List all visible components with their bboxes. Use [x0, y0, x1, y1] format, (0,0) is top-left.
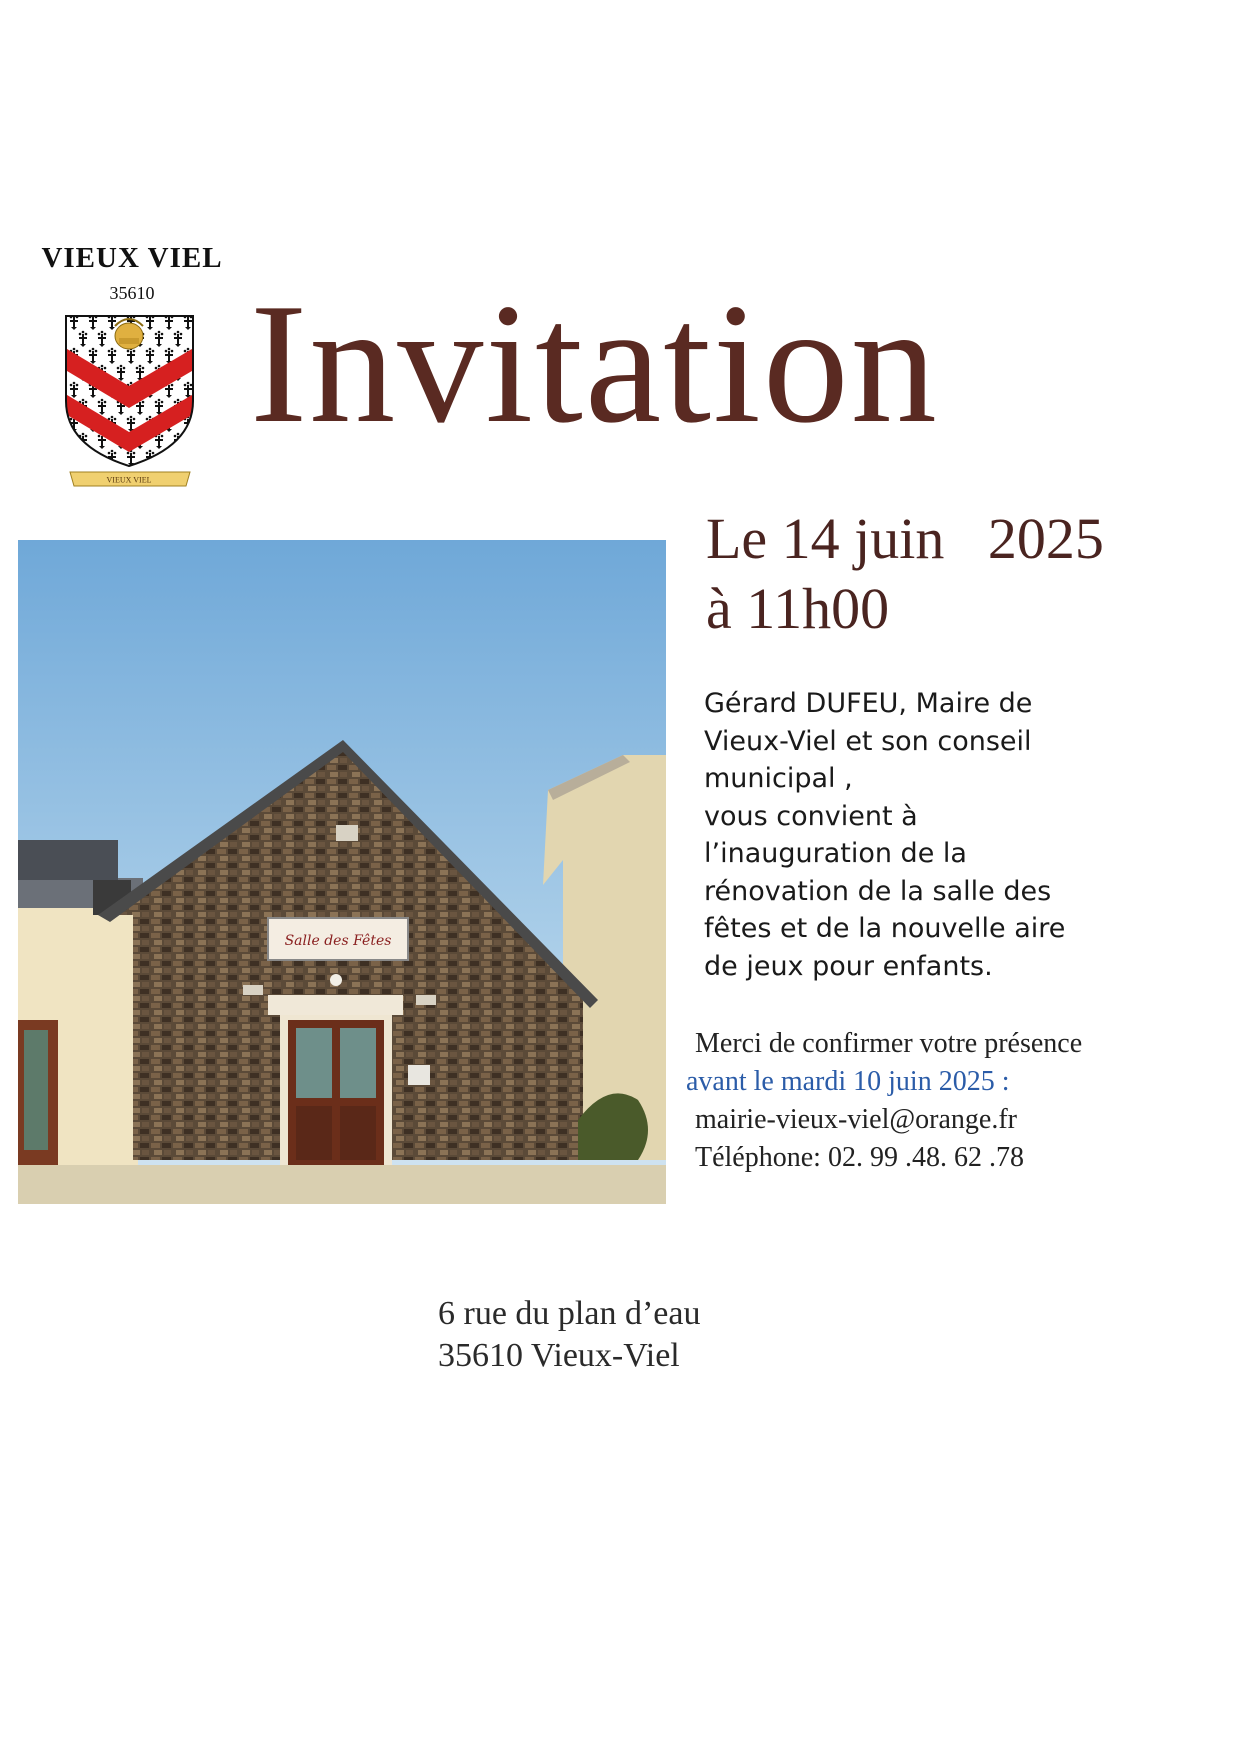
salle-des-fetes-photo — [18, 540, 666, 1204]
rsvp-deadline: avant le mardi 10 juin 2025 : — [686, 1066, 1010, 1097]
page-title: Invitation — [250, 269, 939, 459]
address-street: 6 rue du plan d’eau — [438, 1295, 701, 1332]
body-line: fêtes et de la nouvelle aire — [704, 913, 1066, 944]
address-city: 35610 Vieux-Viel — [438, 1337, 680, 1374]
commune-name: VIEUX VIEL — [41, 242, 223, 274]
event-date: Le 14 juin 2025 — [706, 506, 1104, 571]
event-time: à 11h00 — [706, 576, 890, 641]
ermine-spot — [165, 450, 174, 466]
rsvp-phone: Téléphone: 02. 99 .48. 62 .78 — [695, 1142, 1024, 1173]
body-line: de jeux pour enfants. — [704, 950, 993, 982]
coat-of-arms-icon — [62, 306, 197, 488]
rsvp-request: Merci de confirmer votre présence — [695, 1028, 1083, 1059]
body-line: Vieux-Viel et son conseil — [704, 725, 1032, 757]
ermine-spot — [70, 450, 79, 466]
body-line: l’inauguration de la — [704, 838, 967, 869]
body-line: Gérard DUFEU, Maire de — [704, 688, 1033, 719]
body-line: municipal , — [704, 763, 853, 794]
rsvp-email[interactable]: mairie-vieux-viel@orange.fr — [695, 1104, 1017, 1135]
ermine-spot — [193, 433, 197, 449]
body-line: rénovation de la salle des — [704, 875, 1052, 907]
ermine-spot — [184, 450, 193, 466]
body-line: vous convient à — [704, 800, 918, 832]
crest-motto: VIEUX VIEL — [106, 475, 152, 485]
salle-sign: Salle des Fêtes — [284, 933, 392, 949]
invitation-body — [704, 685, 1144, 985]
commune-postcode: 35610 — [109, 283, 155, 303]
